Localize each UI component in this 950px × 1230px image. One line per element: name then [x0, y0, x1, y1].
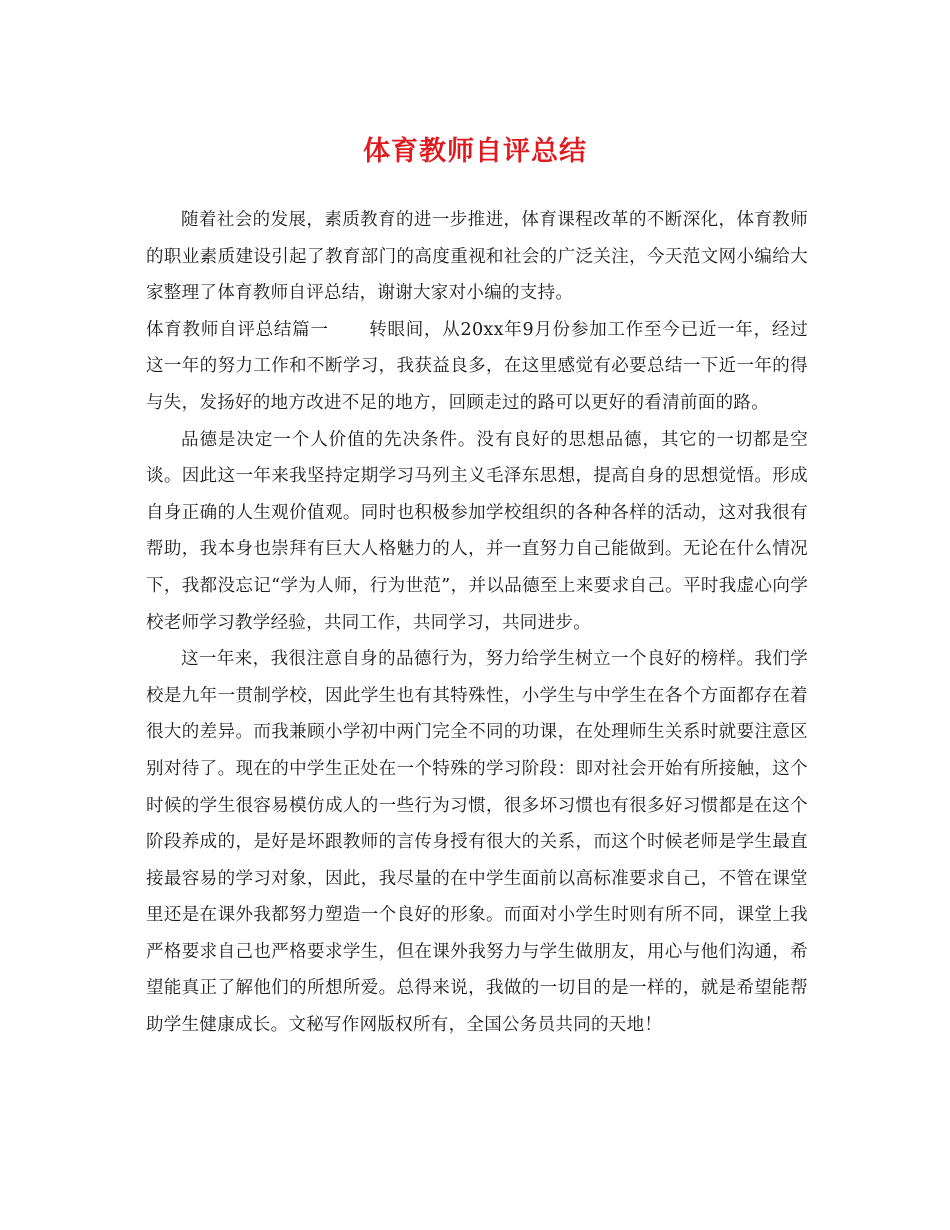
moral-paragraph: 品德是决定一个人价值的先决条件。没有良好的思想品德，其它的一切都是空谈。因此这一年来我坚持定期学习马列主义毛泽东思想，提高自身的思想觉悟。形成自身正确的人生观价值观。同时也积极参加学校组织的各种各样的活动，这对我很有帮助，我本身也崇拜有巨大人格魅力的人，并一直努力自己能做到。无论在什么情况下，我都没忘记“学为人师，行为世范”，并以品德至上来要求自己。平时我虚心向学校老师学习教学经验，共同工作，共同学习，共同进步。 [146, 429, 808, 633]
section-heading: 体育教师自评总结篇一 [146, 319, 329, 340]
section-first-text: 转眼间，从20xx年9月份参加工作至今已近一年，经过这一年的努力工作和不断学习，我获益良多，在这里感觉有必要总结一下近一年的得与失，发扬好的地方改进不足的地方，回顾走过的路可以更好的看清前面的路。 [146, 319, 808, 413]
intro-paragraph: 随着社会的发展，素质教育的进一步推进，体育课程改革的不断深化，体育教师的职业素质建设引起了教育部门的高度重视和社会的广泛关注，今天范文网小编给大家整理了体育教师自评总结，谢谢大家对小编的支持。 [146, 210, 808, 304]
document-body [146, 202, 808, 1044]
document-title: 体育教师自评总结 [363, 136, 587, 167]
section-paragraph [146, 312, 808, 422]
conduct-paragraph: 这一年来，我很注意自身的品德行为，努力给学生树立一个良好的榜样。我们学校是九年一贯制学校，因此学生也有其特殊性，小学生与中学生在各个方面都存在着很大的差异。而我兼顾小学初中两门完全不同的功课，在处理师生关系时就要注意区别对待了。现在的中学生正处在一个特殊的学习阶段：即对社会开始有所接触，这个时候的学生很容易模仿成人的一些行为习惯，很多坏习惯也有很多好习惯都是在这个阶段养成的，是好是坏跟教师的言传身授有很大的关系，而这个时候老师是学生最直接最容易的学习对象，因此，我尽量的在中学生面前以高标准要求自己，不管在课堂里还是在课外我都努力塑造一个良好的形象。而面对小学生时则有所不同，课堂上我严格要求自己也严格要求学生，但在课外我努力与学生做朋友，用心与他们沟通，希望能真正了解他们的所想所爱。总得来说，我做的一切目的是一样的，就是希望能帮助学生健康成长。文秘写作网版权所有，全国公务员共同的天地！ [146, 649, 808, 1036]
